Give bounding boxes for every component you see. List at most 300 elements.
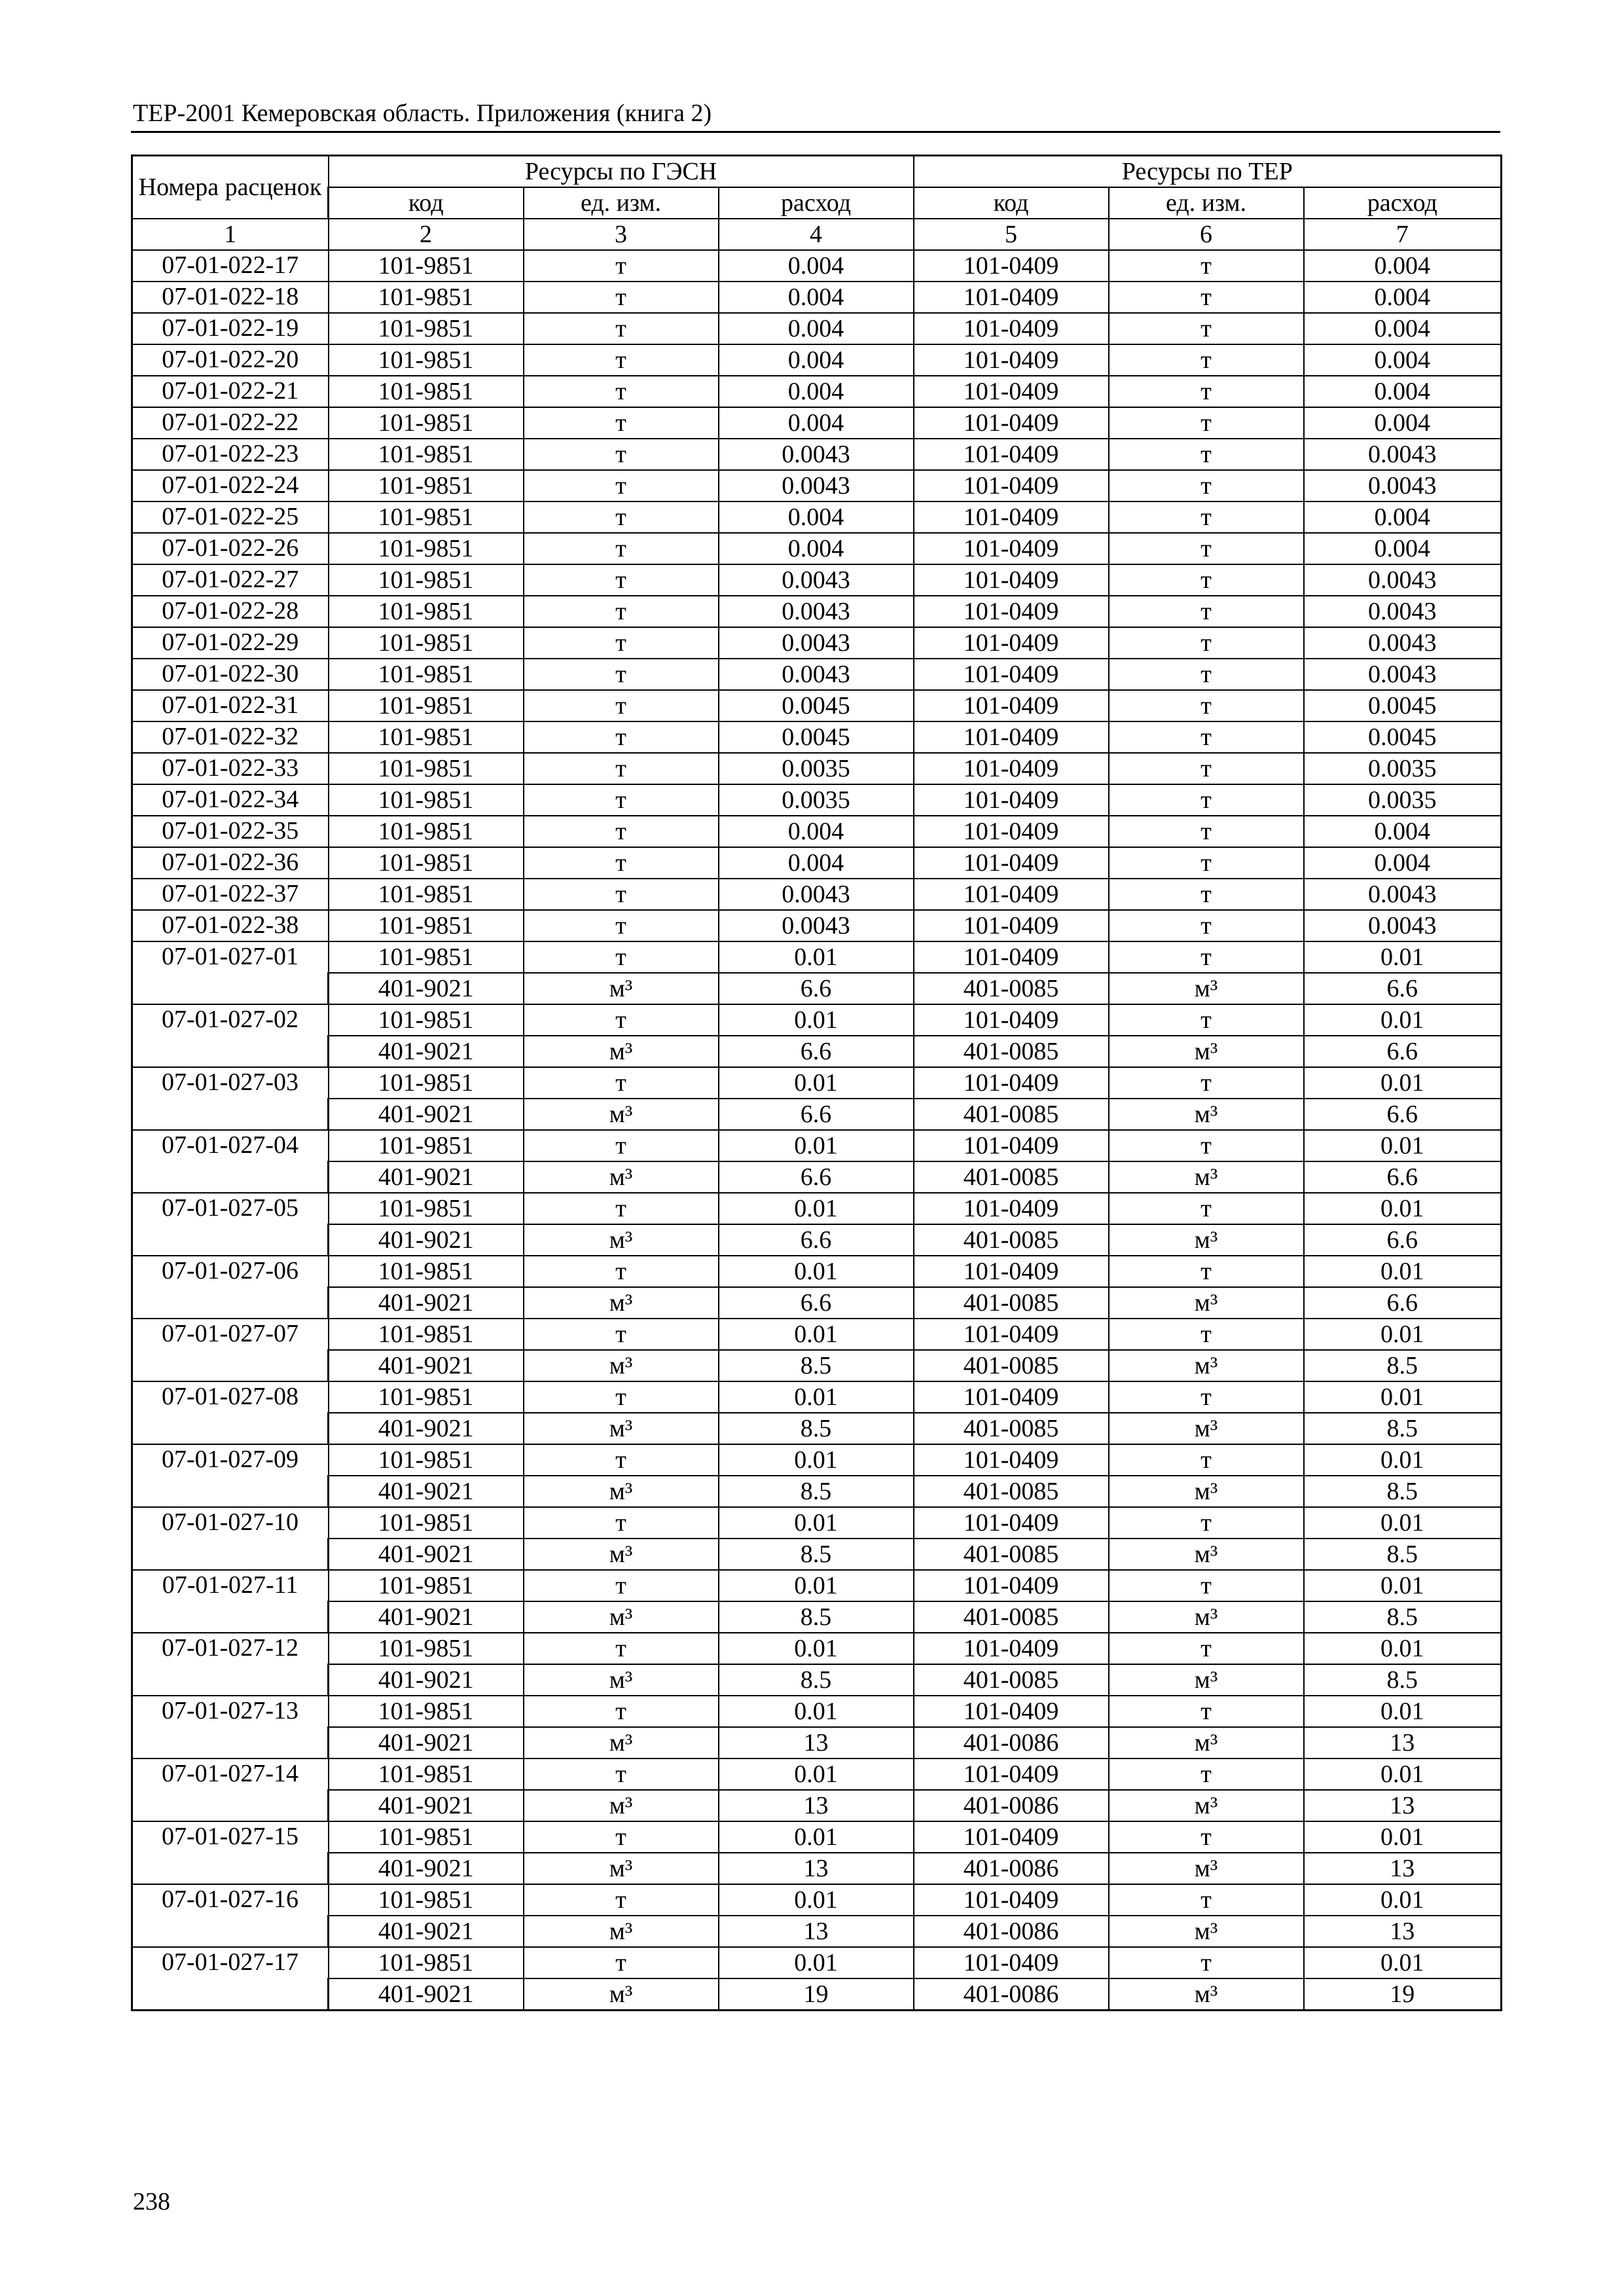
rate-number-cell: 07-01-022-32 bbox=[132, 721, 329, 753]
ter-amount-cell: 0.01 bbox=[1304, 1004, 1502, 1036]
table-row bbox=[132, 1004, 1502, 1036]
header-cell: 1 bbox=[132, 219, 329, 250]
gesn-code-cell: 101-9851 bbox=[329, 1696, 524, 1727]
table-row bbox=[132, 1476, 1502, 1507]
gesn-code-cell: 101-9851 bbox=[329, 659, 524, 690]
gesn-code-cell: 101-9851 bbox=[329, 721, 524, 753]
header-cell: Ресурсы по ТЕР bbox=[914, 156, 1502, 188]
table-row bbox=[132, 1821, 1502, 1853]
gesn-unit-cell: т bbox=[524, 690, 719, 721]
ter-code-cell: 101-0409 bbox=[914, 344, 1109, 376]
ter-amount-cell: 0.01 bbox=[1304, 1319, 1502, 1350]
table-row bbox=[132, 1193, 1502, 1224]
ter-code-cell: 401-0085 bbox=[914, 1664, 1109, 1696]
rate-number-cell: 07-01-027-06 bbox=[132, 1256, 329, 1319]
rate-number-cell: 07-01-022-36 bbox=[132, 847, 329, 879]
rate-number-cell: 07-01-027-11 bbox=[132, 1570, 329, 1633]
ter-unit-cell: т bbox=[1109, 313, 1304, 344]
gesn-amount-cell: 6.6 bbox=[719, 1224, 914, 1256]
ter-amount-cell: 0.01 bbox=[1304, 1130, 1502, 1161]
gesn-code-cell: 101-9851 bbox=[329, 627, 524, 659]
rate-number-cell: 07-01-022-25 bbox=[132, 501, 329, 533]
ter-unit-cell: т bbox=[1109, 564, 1304, 596]
table-row bbox=[132, 501, 1502, 533]
ter-code-cell: 101-0409 bbox=[914, 1570, 1109, 1601]
gesn-amount-cell: 0.004 bbox=[719, 501, 914, 533]
gesn-code-cell: 101-9851 bbox=[329, 784, 524, 816]
rate-number-cell: 07-01-022-20 bbox=[132, 344, 329, 376]
ter-amount-cell: 0.0035 bbox=[1304, 753, 1502, 784]
gesn-amount-cell: 0.004 bbox=[719, 344, 914, 376]
gesn-unit-cell: м³ bbox=[524, 1539, 719, 1570]
ter-unit-cell: м³ bbox=[1109, 1287, 1304, 1319]
table-row bbox=[132, 1947, 1502, 1978]
ter-unit-cell: т bbox=[1109, 344, 1304, 376]
ter-amount-cell: 0.0043 bbox=[1304, 659, 1502, 690]
gesn-code-cell: 401-9021 bbox=[329, 1413, 524, 1444]
header-cell: 5 bbox=[914, 219, 1109, 250]
ter-unit-cell: м³ bbox=[1109, 1853, 1304, 1884]
gesn-amount-cell: 6.6 bbox=[719, 1161, 914, 1193]
gesn-code-cell: 401-9021 bbox=[329, 1099, 524, 1130]
gesn-code-cell: 101-9851 bbox=[329, 1256, 524, 1287]
ter-code-cell: 101-0409 bbox=[914, 250, 1109, 282]
gesn-unit-cell: т bbox=[524, 1004, 719, 1036]
gesn-amount-cell: 0.01 bbox=[719, 1444, 914, 1476]
gesn-code-cell: 101-9851 bbox=[329, 501, 524, 533]
gesn-unit-cell: т bbox=[524, 1507, 719, 1539]
ter-unit-cell: т bbox=[1109, 1821, 1304, 1853]
ter-unit-cell: т bbox=[1109, 501, 1304, 533]
gesn-unit-cell: м³ bbox=[524, 1350, 719, 1381]
ter-unit-cell: т bbox=[1109, 1696, 1304, 1727]
rate-number-cell: 07-01-022-21 bbox=[132, 376, 329, 407]
gesn-unit-cell: т bbox=[524, 1821, 719, 1853]
gesn-code-cell: 401-9021 bbox=[329, 973, 524, 1004]
gesn-code-cell: 101-9851 bbox=[329, 1004, 524, 1036]
gesn-unit-cell: м³ bbox=[524, 1601, 719, 1633]
ter-amount-cell: 6.6 bbox=[1304, 1287, 1502, 1319]
ter-amount-cell: 0.01 bbox=[1304, 1633, 1502, 1664]
table-row bbox=[132, 879, 1502, 910]
gesn-unit-cell: т bbox=[524, 784, 719, 816]
ter-code-cell: 101-0409 bbox=[914, 753, 1109, 784]
ter-unit-cell: т bbox=[1109, 1319, 1304, 1350]
gesn-amount-cell: 0.01 bbox=[719, 1821, 914, 1853]
table-row bbox=[132, 1727, 1502, 1758]
rate-number-cell: 07-01-027-15 bbox=[132, 1821, 329, 1884]
ter-amount-cell: 0.0045 bbox=[1304, 690, 1502, 721]
gesn-unit-cell: т bbox=[524, 1696, 719, 1727]
table-row bbox=[132, 1978, 1502, 2011]
gesn-amount-cell: 0.0043 bbox=[719, 439, 914, 470]
rate-number-cell: 07-01-027-10 bbox=[132, 1507, 329, 1570]
gesn-code-cell: 101-9851 bbox=[329, 313, 524, 344]
ter-code-cell: 101-0409 bbox=[914, 313, 1109, 344]
ter-code-cell: 101-0409 bbox=[914, 533, 1109, 564]
ter-code-cell: 101-0409 bbox=[914, 376, 1109, 407]
table-row bbox=[132, 1350, 1502, 1381]
ter-unit-cell: т bbox=[1109, 1067, 1304, 1099]
ter-unit-cell: м³ bbox=[1109, 1601, 1304, 1633]
ter-unit-cell: м³ bbox=[1109, 1099, 1304, 1130]
ter-code-cell: 101-0409 bbox=[914, 627, 1109, 659]
ter-amount-cell: 0.01 bbox=[1304, 1256, 1502, 1287]
gesn-code-cell: 101-9851 bbox=[329, 753, 524, 784]
ter-code-cell: 101-0409 bbox=[914, 1758, 1109, 1790]
gesn-amount-cell: 0.01 bbox=[719, 1507, 914, 1539]
ter-unit-cell: т bbox=[1109, 407, 1304, 439]
rate-number-cell: 07-01-027-07 bbox=[132, 1319, 329, 1381]
ter-amount-cell: 8.5 bbox=[1304, 1476, 1502, 1507]
gesn-unit-cell: м³ bbox=[524, 1161, 719, 1193]
gesn-code-cell: 101-9851 bbox=[329, 1821, 524, 1853]
gesn-amount-cell: 0.01 bbox=[719, 1947, 914, 1978]
gesn-unit-cell: т bbox=[524, 721, 719, 753]
ter-code-cell: 401-0085 bbox=[914, 1601, 1109, 1633]
rate-number-cell: 07-01-027-08 bbox=[132, 1381, 329, 1444]
ter-amount-cell: 6.6 bbox=[1304, 973, 1502, 1004]
ter-code-cell: 401-0085 bbox=[914, 1539, 1109, 1570]
ter-amount-cell: 0.01 bbox=[1304, 1507, 1502, 1539]
resource-table bbox=[131, 155, 1502, 2011]
ter-amount-cell: 6.6 bbox=[1304, 1099, 1502, 1130]
ter-amount-cell: 8.5 bbox=[1304, 1664, 1502, 1696]
ter-unit-cell: т bbox=[1109, 1256, 1304, 1287]
ter-code-cell: 101-0409 bbox=[914, 1256, 1109, 1287]
table-row bbox=[132, 250, 1502, 282]
gesn-code-cell: 101-9851 bbox=[329, 564, 524, 596]
rate-number-cell: 07-01-022-38 bbox=[132, 910, 329, 941]
table-row bbox=[132, 1758, 1502, 1790]
gesn-unit-cell: м³ bbox=[524, 1224, 719, 1256]
gesn-code-cell: 101-9851 bbox=[329, 1570, 524, 1601]
gesn-amount-cell: 6.6 bbox=[719, 973, 914, 1004]
ter-code-cell: 401-0086 bbox=[914, 1916, 1109, 1947]
table-row bbox=[132, 1036, 1502, 1067]
gesn-unit-cell: т bbox=[524, 847, 719, 879]
ter-code-cell: 101-0409 bbox=[914, 1067, 1109, 1099]
table-header-row bbox=[132, 219, 1502, 250]
table-row bbox=[132, 564, 1502, 596]
ter-unit-cell: м³ bbox=[1109, 1476, 1304, 1507]
gesn-unit-cell: м³ bbox=[524, 973, 719, 1004]
gesn-unit-cell: т bbox=[524, 1130, 719, 1161]
ter-amount-cell: 0.004 bbox=[1304, 376, 1502, 407]
ter-code-cell: 401-0086 bbox=[914, 1727, 1109, 1758]
gesn-amount-cell: 0.01 bbox=[719, 1633, 914, 1664]
ter-amount-cell: 6.6 bbox=[1304, 1161, 1502, 1193]
gesn-unit-cell: т bbox=[524, 659, 719, 690]
table-row bbox=[132, 1381, 1502, 1413]
gesn-unit-cell: т bbox=[524, 1256, 719, 1287]
table-row bbox=[132, 690, 1502, 721]
header-cell: 4 bbox=[719, 219, 914, 250]
gesn-amount-cell: 6.6 bbox=[719, 1036, 914, 1067]
header-cell: расход bbox=[719, 187, 914, 219]
gesn-unit-cell: т bbox=[524, 533, 719, 564]
gesn-amount-cell: 0.01 bbox=[719, 1758, 914, 1790]
ter-amount-cell: 0.01 bbox=[1304, 1884, 1502, 1916]
table-row bbox=[132, 1916, 1502, 1947]
ter-unit-cell: т bbox=[1109, 784, 1304, 816]
ter-unit-cell: т bbox=[1109, 1947, 1304, 1978]
gesn-unit-cell: т bbox=[524, 564, 719, 596]
ter-unit-cell: т bbox=[1109, 470, 1304, 501]
ter-amount-cell: 0.01 bbox=[1304, 1067, 1502, 1099]
ter-amount-cell: 0.004 bbox=[1304, 501, 1502, 533]
header-cell: код bbox=[914, 187, 1109, 219]
ter-amount-cell: 0.01 bbox=[1304, 1193, 1502, 1224]
rate-number-cell: 07-01-022-17 bbox=[132, 250, 329, 282]
ter-code-cell: 401-0086 bbox=[914, 1978, 1109, 2011]
ter-code-cell: 101-0409 bbox=[914, 816, 1109, 847]
table-row bbox=[132, 596, 1502, 627]
ter-code-cell: 101-0409 bbox=[914, 1444, 1109, 1476]
gesn-amount-cell: 19 bbox=[719, 1978, 914, 2011]
ter-amount-cell: 0.004 bbox=[1304, 847, 1502, 879]
gesn-unit-cell: м³ bbox=[524, 1853, 719, 1884]
gesn-amount-cell: 0.004 bbox=[719, 376, 914, 407]
gesn-amount-cell: 0.004 bbox=[719, 407, 914, 439]
ter-amount-cell: 13 bbox=[1304, 1853, 1502, 1884]
gesn-code-cell: 101-9851 bbox=[329, 1319, 524, 1350]
gesn-code-cell: 401-9021 bbox=[329, 1224, 524, 1256]
gesn-unit-cell: т bbox=[524, 313, 719, 344]
table-row bbox=[132, 753, 1502, 784]
ter-amount-cell: 0.0043 bbox=[1304, 627, 1502, 659]
gesn-amount-cell: 0.0045 bbox=[719, 721, 914, 753]
table-row bbox=[132, 721, 1502, 753]
gesn-amount-cell: 8.5 bbox=[719, 1601, 914, 1633]
rate-number-cell: 07-01-027-14 bbox=[132, 1758, 329, 1821]
ter-unit-cell: т bbox=[1109, 1633, 1304, 1664]
gesn-code-cell: 401-9021 bbox=[329, 1664, 524, 1696]
ter-amount-cell: 0.01 bbox=[1304, 941, 1502, 973]
ter-unit-cell: т bbox=[1109, 1381, 1304, 1413]
ter-code-cell: 101-0409 bbox=[914, 1884, 1109, 1916]
gesn-code-cell: 101-9851 bbox=[329, 470, 524, 501]
ter-unit-cell: т bbox=[1109, 1758, 1304, 1790]
gesn-unit-cell: т bbox=[524, 376, 719, 407]
gesn-unit-cell: т bbox=[524, 879, 719, 910]
ter-code-cell: 401-0085 bbox=[914, 1099, 1109, 1130]
table-row bbox=[132, 439, 1502, 470]
gesn-code-cell: 101-9851 bbox=[329, 1947, 524, 1978]
gesn-code-cell: 401-9021 bbox=[329, 1853, 524, 1884]
rate-number-cell: 07-01-027-01 bbox=[132, 941, 329, 1004]
ter-code-cell: 101-0409 bbox=[914, 1381, 1109, 1413]
ter-unit-cell: т bbox=[1109, 847, 1304, 879]
ter-amount-cell: 8.5 bbox=[1304, 1601, 1502, 1633]
table-row bbox=[132, 470, 1502, 501]
gesn-amount-cell: 0.0043 bbox=[719, 879, 914, 910]
table-row bbox=[132, 1539, 1502, 1570]
gesn-unit-cell: т bbox=[524, 816, 719, 847]
ter-amount-cell: 8.5 bbox=[1304, 1539, 1502, 1570]
gesn-unit-cell: т bbox=[524, 1193, 719, 1224]
ter-amount-cell: 0.01 bbox=[1304, 1821, 1502, 1853]
ter-code-cell: 401-0085 bbox=[914, 1287, 1109, 1319]
rate-number-cell: 07-01-027-12 bbox=[132, 1633, 329, 1696]
gesn-amount-cell: 0.0043 bbox=[719, 910, 914, 941]
ter-amount-cell: 13 bbox=[1304, 1790, 1502, 1821]
rate-number-cell: 07-01-022-23 bbox=[132, 439, 329, 470]
gesn-code-cell: 401-9021 bbox=[329, 1978, 524, 2011]
page-number: 238 bbox=[133, 2188, 170, 2215]
ter-unit-cell: м³ bbox=[1109, 1161, 1304, 1193]
gesn-amount-cell: 0.01 bbox=[719, 1884, 914, 1916]
gesn-unit-cell: т bbox=[524, 1947, 719, 1978]
rate-number-cell: 07-01-027-04 bbox=[132, 1130, 329, 1193]
header-cell: Ресурсы по ГЭСН bbox=[329, 156, 914, 188]
gesn-amount-cell: 0.004 bbox=[719, 313, 914, 344]
ter-code-cell: 401-0085 bbox=[914, 1036, 1109, 1067]
rate-number-cell: 07-01-027-02 bbox=[132, 1004, 329, 1067]
table-row bbox=[132, 1130, 1502, 1161]
table-row bbox=[132, 1507, 1502, 1539]
ter-unit-cell: т bbox=[1109, 1193, 1304, 1224]
gesn-amount-cell: 0.01 bbox=[719, 1130, 914, 1161]
gesn-code-cell: 101-9851 bbox=[329, 250, 524, 282]
ter-unit-cell: т bbox=[1109, 250, 1304, 282]
ter-code-cell: 101-0409 bbox=[914, 439, 1109, 470]
gesn-code-cell: 101-9851 bbox=[329, 596, 524, 627]
gesn-amount-cell: 0.004 bbox=[719, 847, 914, 879]
rate-number-cell: 07-01-022-35 bbox=[132, 816, 329, 847]
ter-amount-cell: 0.01 bbox=[1304, 1381, 1502, 1413]
ter-unit-cell: м³ bbox=[1109, 1916, 1304, 1947]
ter-amount-cell: 8.5 bbox=[1304, 1413, 1502, 1444]
header-cell: код bbox=[329, 187, 524, 219]
gesn-unit-cell: т bbox=[524, 1570, 719, 1601]
ter-code-cell: 101-0409 bbox=[914, 659, 1109, 690]
gesn-code-cell: 101-9851 bbox=[329, 533, 524, 564]
table-row bbox=[132, 1067, 1502, 1099]
rate-number-cell: 07-01-022-37 bbox=[132, 879, 329, 910]
gesn-amount-cell: 0.0035 bbox=[719, 784, 914, 816]
table-row bbox=[132, 376, 1502, 407]
gesn-unit-cell: м³ bbox=[524, 1664, 719, 1696]
ter-unit-cell: т bbox=[1109, 721, 1304, 753]
gesn-amount-cell: 0.01 bbox=[719, 1570, 914, 1601]
table-row bbox=[132, 1224, 1502, 1256]
ter-amount-cell: 0.01 bbox=[1304, 1696, 1502, 1727]
gesn-unit-cell: м³ bbox=[524, 1099, 719, 1130]
gesn-code-cell: 101-9851 bbox=[329, 816, 524, 847]
gesn-amount-cell: 8.5 bbox=[719, 1350, 914, 1381]
gesn-amount-cell: 0.004 bbox=[719, 250, 914, 282]
gesn-unit-cell: т bbox=[524, 282, 719, 313]
gesn-amount-cell: 0.0043 bbox=[719, 470, 914, 501]
gesn-unit-cell: т bbox=[524, 1067, 719, 1099]
header-rule bbox=[131, 131, 1500, 133]
ter-code-cell: 101-0409 bbox=[914, 1507, 1109, 1539]
gesn-code-cell: 401-9021 bbox=[329, 1539, 524, 1570]
table-row bbox=[132, 659, 1502, 690]
ter-code-cell: 101-0409 bbox=[914, 282, 1109, 313]
rate-number-cell: 07-01-022-18 bbox=[132, 282, 329, 313]
table-row bbox=[132, 1161, 1502, 1193]
ter-code-cell: 101-0409 bbox=[914, 1004, 1109, 1036]
ter-code-cell: 101-0409 bbox=[914, 1319, 1109, 1350]
ter-unit-cell: т bbox=[1109, 1004, 1304, 1036]
rate-number-cell: 07-01-027-17 bbox=[132, 1947, 329, 2011]
ter-code-cell: 101-0409 bbox=[914, 941, 1109, 973]
header-cell: 2 bbox=[329, 219, 524, 250]
rate-number-cell: 07-01-022-24 bbox=[132, 470, 329, 501]
table-row bbox=[132, 941, 1502, 973]
ter-amount-cell: 0.0043 bbox=[1304, 470, 1502, 501]
gesn-code-cell: 101-9851 bbox=[329, 282, 524, 313]
rate-number-cell: 07-01-022-29 bbox=[132, 627, 329, 659]
ter-amount-cell: 0.0043 bbox=[1304, 910, 1502, 941]
ter-unit-cell: м³ bbox=[1109, 1727, 1304, 1758]
rate-number-cell: 07-01-027-16 bbox=[132, 1884, 329, 1947]
gesn-unit-cell: м³ bbox=[524, 1916, 719, 1947]
header-cell: Номера расценок bbox=[132, 156, 329, 219]
ter-amount-cell: 0.01 bbox=[1304, 1444, 1502, 1476]
ter-code-cell: 401-0086 bbox=[914, 1790, 1109, 1821]
rate-number-cell: 07-01-022-31 bbox=[132, 690, 329, 721]
ter-code-cell: 101-0409 bbox=[914, 407, 1109, 439]
gesn-amount-cell: 13 bbox=[719, 1916, 914, 1947]
gesn-code-cell: 101-9851 bbox=[329, 941, 524, 973]
ter-unit-cell: т bbox=[1109, 439, 1304, 470]
gesn-code-cell: 101-9851 bbox=[329, 1193, 524, 1224]
gesn-unit-cell: м³ bbox=[524, 1727, 719, 1758]
gesn-amount-cell: 0.004 bbox=[719, 816, 914, 847]
gesn-amount-cell: 13 bbox=[719, 1790, 914, 1821]
gesn-amount-cell: 0.0043 bbox=[719, 596, 914, 627]
ter-unit-cell: т bbox=[1109, 376, 1304, 407]
ter-unit-cell: т bbox=[1109, 533, 1304, 564]
table-row bbox=[132, 1099, 1502, 1130]
table-row bbox=[132, 627, 1502, 659]
ter-code-cell: 101-0409 bbox=[914, 1696, 1109, 1727]
gesn-code-cell: 401-9021 bbox=[329, 1036, 524, 1067]
rate-number-cell: 07-01-027-09 bbox=[132, 1444, 329, 1507]
gesn-amount-cell: 0.01 bbox=[719, 1256, 914, 1287]
rate-number-cell: 07-01-027-13 bbox=[132, 1696, 329, 1758]
ter-code-cell: 401-0085 bbox=[914, 1413, 1109, 1444]
ter-unit-cell: т bbox=[1109, 1884, 1304, 1916]
ter-unit-cell: т bbox=[1109, 596, 1304, 627]
gesn-code-cell: 101-9851 bbox=[329, 690, 524, 721]
gesn-amount-cell: 0.0043 bbox=[719, 627, 914, 659]
gesn-code-cell: 401-9021 bbox=[329, 1161, 524, 1193]
ter-unit-cell: т bbox=[1109, 1507, 1304, 1539]
gesn-amount-cell: 0.01 bbox=[719, 1067, 914, 1099]
gesn-code-cell: 401-9021 bbox=[329, 1601, 524, 1633]
table-row bbox=[132, 1853, 1502, 1884]
ter-code-cell: 401-0085 bbox=[914, 1350, 1109, 1381]
gesn-code-cell: 101-9851 bbox=[329, 1381, 524, 1413]
ter-amount-cell: 6.6 bbox=[1304, 1036, 1502, 1067]
gesn-code-cell: 401-9021 bbox=[329, 1727, 524, 1758]
header-cell: 6 bbox=[1109, 219, 1304, 250]
ter-amount-cell: 0.004 bbox=[1304, 533, 1502, 564]
gesn-code-cell: 101-9851 bbox=[329, 1884, 524, 1916]
gesn-code-cell: 101-9851 bbox=[329, 1444, 524, 1476]
table-row bbox=[132, 847, 1502, 879]
gesn-unit-cell: т bbox=[524, 1444, 719, 1476]
gesn-code-cell: 101-9851 bbox=[329, 879, 524, 910]
table-row bbox=[132, 816, 1502, 847]
ter-amount-cell: 13 bbox=[1304, 1916, 1502, 1947]
gesn-unit-cell: т bbox=[524, 1884, 719, 1916]
table-header-row bbox=[132, 156, 1502, 188]
